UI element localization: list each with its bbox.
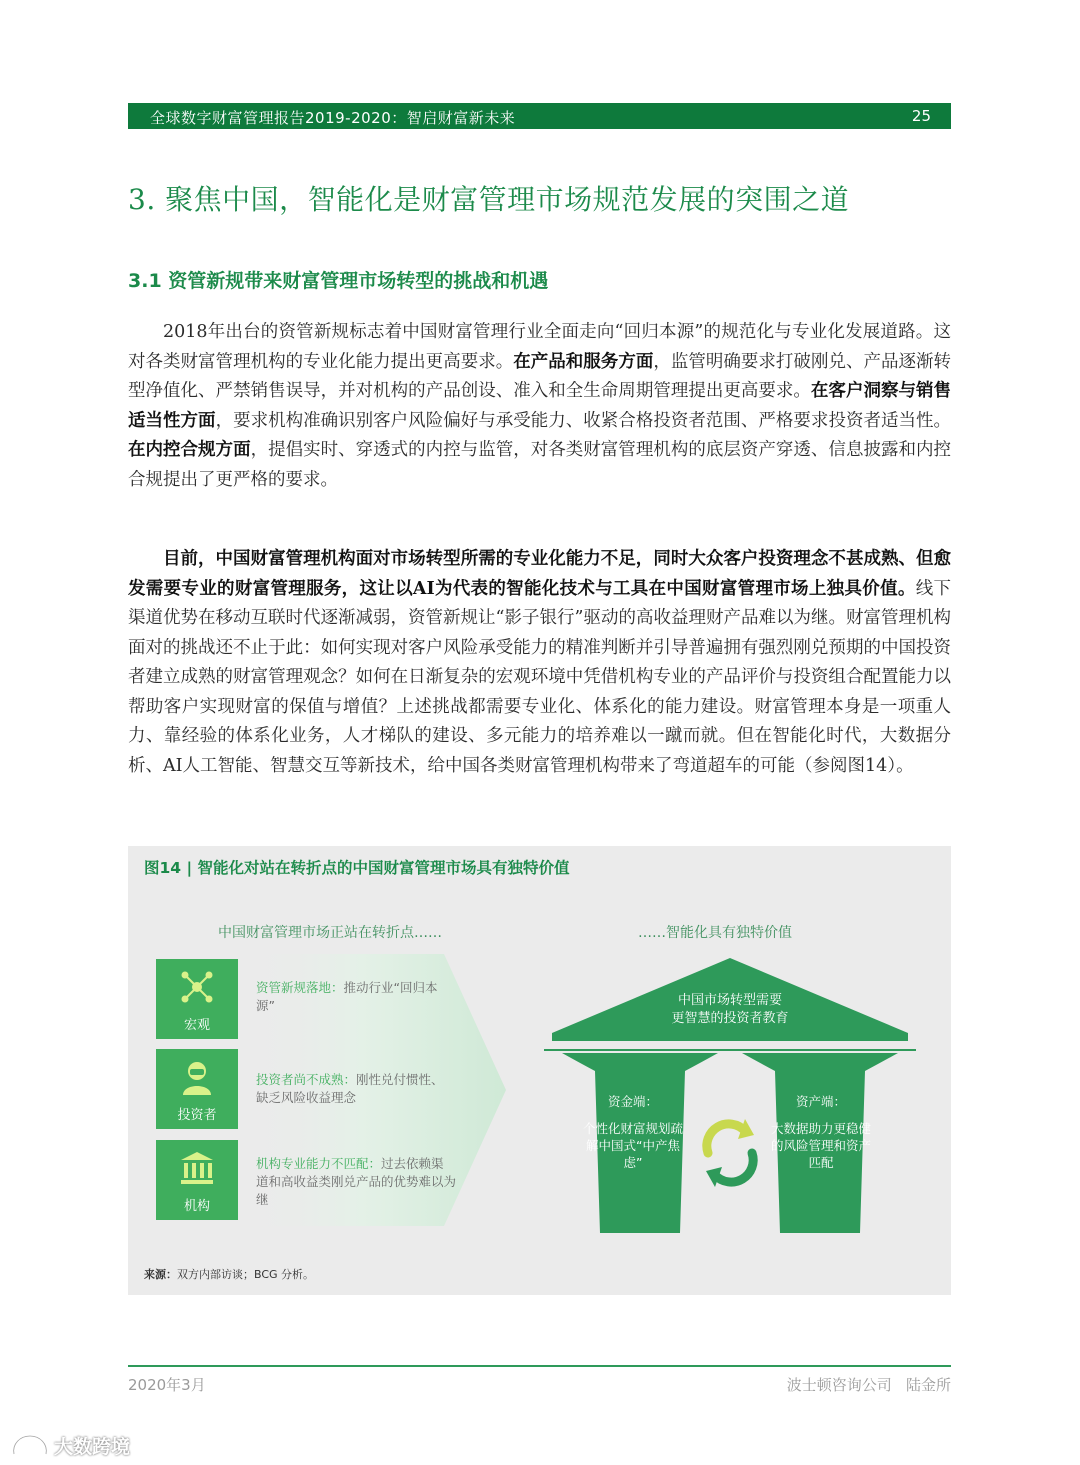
section-title: 3. 聚焦中国，智能化是财富管理市场规范发展的突围之道: [128, 183, 850, 216]
tile-macro: [156, 959, 238, 1039]
text-run: ，要求机构准确识别客户风险偏好与承受能力、收紧合格投资者范围、严格要求投资者适当性。: [215, 410, 952, 431]
row-description: 刚性兑付惯性、缺乏风险收益理念: [256, 1072, 444, 1105]
tile-label: 宏观: [183, 1018, 210, 1033]
footer-date: 2020年3月: [128, 1376, 206, 1394]
watermark: [10, 1430, 150, 1460]
tile-institution: [156, 1140, 238, 1220]
watermark-logo-icon: [10, 1430, 50, 1458]
footer-organizations: 波士顿咨询公司 陆金所: [786, 1376, 951, 1394]
text-run: ，提倡实时、穿透式的内控与监管，对各类财富管理机构的底层资产穿透、信息披露和内控合规提出了更严格的要求。: [128, 440, 951, 490]
row-description: 过去依赖渠道和高收益类刚兑产品的优势难以为继: [256, 1156, 457, 1207]
person-icon: [177, 1057, 217, 1097]
source-label: 来源：: [144, 1268, 177, 1281]
bold-run: 在产品和服务方面: [513, 351, 654, 372]
text-run: ，监管明确要求打破刚兑、产品逐渐转型净值化、严禁销售误导，并对机构的产品创设、准入和全生命周期管理提出更高要求。: [128, 351, 952, 401]
bold-run: 在客户洞察与销售适当性方面: [128, 381, 951, 431]
section-subtitle: 3.1 资管新规带来财富管理市场转型的挑战和机遇: [128, 270, 549, 292]
source-text: 双方内部访谈；BCG 分析。: [177, 1268, 315, 1281]
paragraph-1: [128, 318, 951, 495]
row-description: 推动行业“回归本源”: [256, 980, 438, 1013]
header-bar: [128, 103, 951, 129]
tile-label: 机构: [183, 1199, 210, 1214]
row-keyword: 机构专业能力不匹配：: [256, 1156, 382, 1171]
pillar-heading: 资金端：: [607, 1094, 658, 1109]
row-keyword: 投资者尚不成熟：: [256, 1072, 357, 1087]
left-pillar-text: [578, 1093, 688, 1171]
text-run: 2018年出台的资管新规标志着中国财富管理行业全面走向“回归本源”的规范化与专业化发展道路。这对各类财富管理机构的专业化能力提出更高要求。: [128, 322, 951, 372]
pillar-heading: 资产端：: [795, 1094, 846, 1109]
text-run: 线下渠道优势在移动互联时代逐渐减弱，资管新规让“影子银行”驱动的高收益理财产品难以为继。财富管理机构面对的挑战还不止于此：如何实现对客户风险承受能力的精准判断并引导普遍拥有强烈刚兑预期的中国投资者建立成熟的财富管理观念？如何在日渐复杂的宏观环境中凭借机构专业的产品评价与投资组合配置能力以帮助客户实现财富的保值与增值？上述挑战都需要专业化、体系化的能力建设。财富管理本身是一项重人力、靠经验的体系化业务，人才梯队的建设、多元能力的培养难以一蹴而就。但在智能化时代，大数据分析、AI人工智能、智慧交互等新技术，给中国各类财富管理机构带来了弯道超车的可能（参阅图14）。: [128, 578, 952, 776]
row-text-macro: [256, 979, 456, 1015]
tile-investor: [156, 1049, 238, 1129]
bank-building-icon: [177, 1148, 217, 1188]
figure-right-caption: ……智能化具有独特价值: [638, 925, 792, 941]
refresh-cycle-icon: [706, 1119, 754, 1187]
row-text-investor: [256, 1071, 456, 1107]
paragraph-2: [128, 545, 951, 781]
figure-left-caption: 中国财富管理市场正站在转折点……: [218, 925, 442, 941]
network-nodes-icon: [177, 967, 217, 1007]
row-text-institution: [256, 1155, 456, 1209]
figure-14: [128, 846, 951, 1295]
right-pillar-text: [766, 1093, 876, 1171]
bold-run: 在内控合规方面: [128, 440, 251, 460]
watermark-text: 大数跨境: [54, 1436, 131, 1458]
pillar-body: 大数据助力更稳健的风险管理和资产匹配: [770, 1121, 871, 1170]
pillar-body: 个性化财富规划疏解中国式“中产焦虑”: [582, 1121, 683, 1170]
figure-source: [144, 1266, 314, 1282]
roof-line: 中国市场转型需要: [677, 993, 782, 1008]
temple-roof-text: [540, 992, 920, 1028]
row-keyword: 资管新规落地：: [256, 980, 344, 995]
tile-label: 投资者: [177, 1108, 217, 1123]
page-number: 25: [911, 107, 931, 125]
footer-divider: [128, 1365, 951, 1367]
header-title: 全球数字财富管理报告2019-2020：智启财富新未来: [150, 109, 516, 127]
figure-title: 图14 | 智能化对站在转折点的中国财富管理市场具有独特价值: [144, 859, 570, 877]
bold-run: 目前，中国财富管理机构面对市场转型所需的专业化能力不足，同时大众客户投资理念不甚成熟、但愈发需要专业的财富管理服务，这让以AI为代表的智能化技术与工具在中国财富管理市场上独具价值。: [128, 549, 951, 599]
roof-line: 更智慧的投资者教育: [671, 1011, 789, 1026]
